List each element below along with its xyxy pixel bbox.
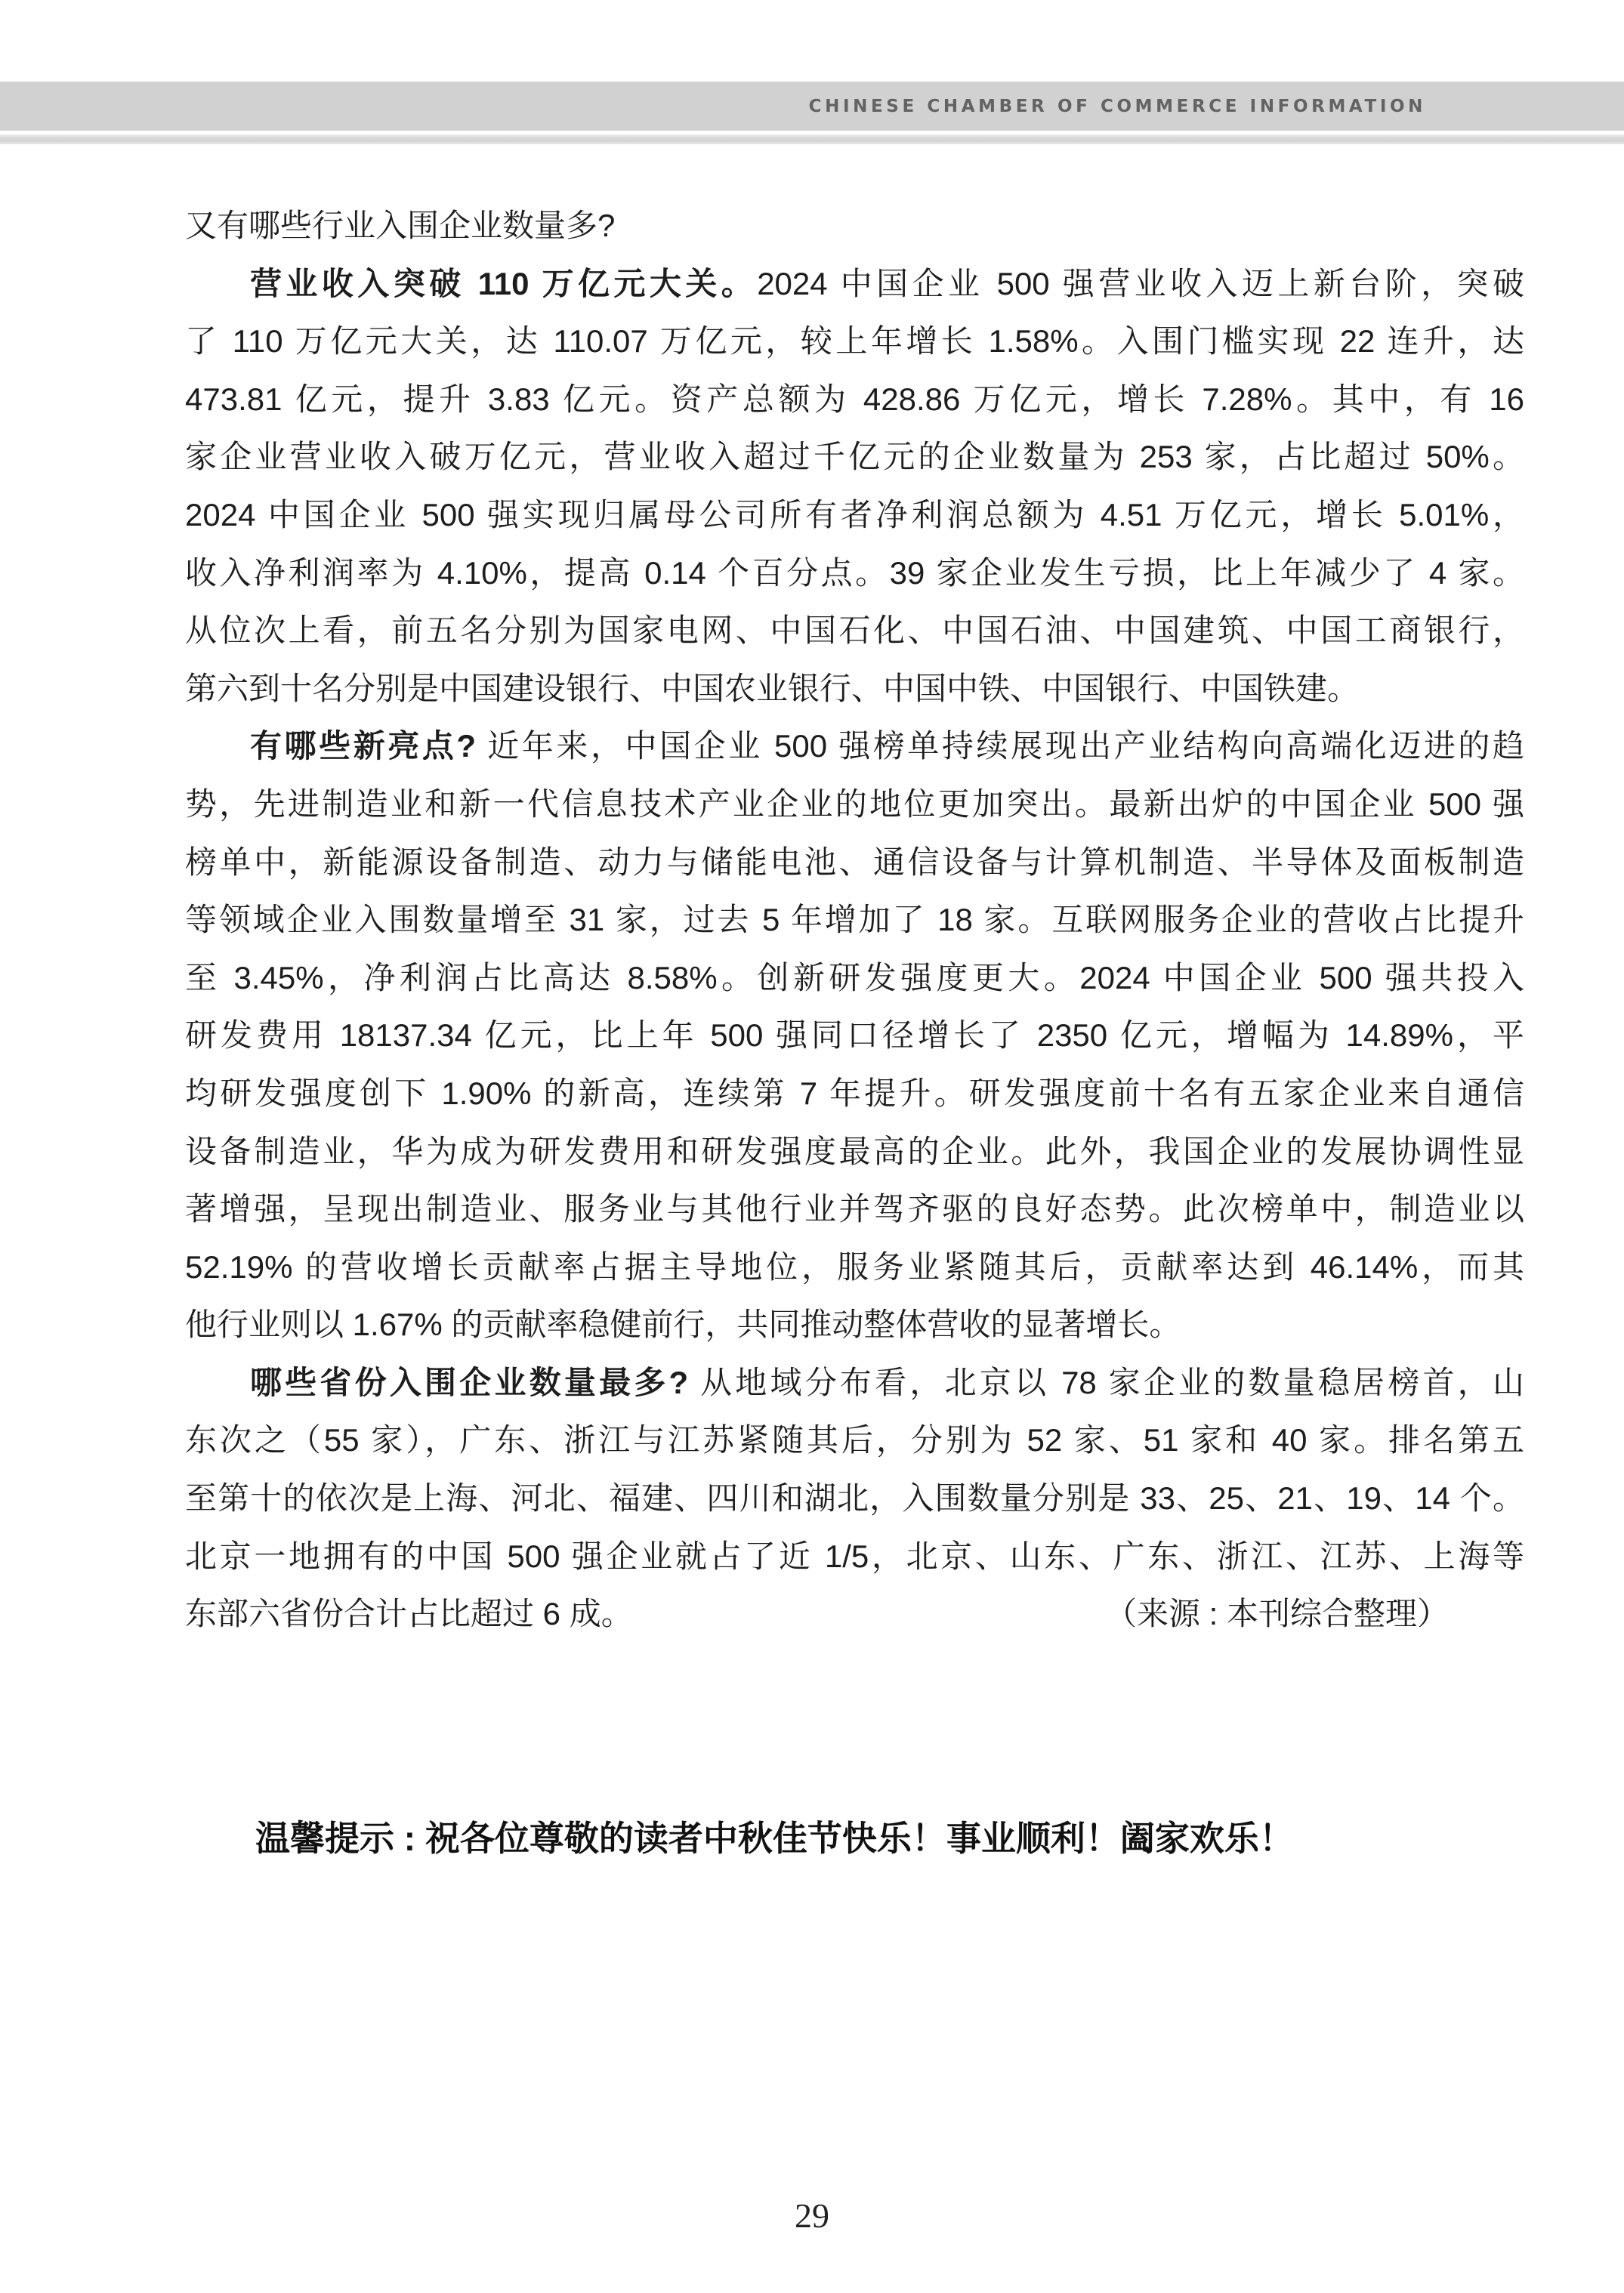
body-line: 哪些省份入围企业数量最多? 从地域分布看，北京以 78 家企业的数量稳居榜首，山 [250, 1364, 1524, 1400]
body-line: 了 110 万亿元大关，达 110.07 万亿元，较上年增长 1.58%。入围门槛实现 22 连升，达 [185, 323, 1524, 360]
body-line [185, 1585, 1524, 1643]
body-line: 设备制造业，华为成为研发费用和研发强度最高的企业。此外，我国企业的发展协调性显 [185, 1133, 1524, 1169]
body-line: 著增强，呈现出制造业、服务业与其他行业并驾齐驱的良好态势。此次榜单中，制造业以 [185, 1191, 1524, 1227]
body-line: 又有哪些行业入围企业数量多? [185, 208, 616, 243]
body-line: 东次之（55 家），广东、浙江与江苏紧随其后，分别为 52 家、51 家和 40 家。排名第五 [185, 1422, 1524, 1458]
body-line: 等领域企业入围数量增至 31 家，过去 5 年增加了 18 家。互联网服务企业的营收占比提升 [185, 902, 1524, 938]
body-line-text: 东部六省份合计占比超过 6 成。 [185, 1596, 633, 1632]
body-line: 2024 中国企业 500 强实现归属母公司所有者净利润总额为 4.51 万亿元，增长 5.01%， [185, 496, 1524, 532]
body-line: 第六到十名分别是中国建设银行、中国农业银行、中国中铁、中国银行、中国铁建。 [185, 670, 1360, 706]
body-line: 52.19% 的营收增长贡献率占据主导地位，服务业紧随其后，贡献率达到 46.14%，而其 [185, 1248, 1524, 1285]
body-line: 北京一地拥有的中国 500 强企业就占了近 1/5，北京、山东、广东、浙江、江苏、上海等 [185, 1538, 1524, 1574]
header-banner-text: CHINESE CHAMBER OF COMMERCE INFORMATION [808, 96, 1426, 116]
body-line: 势，先进制造业和新一代信息技术产业企业的地位更加突出。最新出炉的中国企业 500 强 [185, 785, 1524, 822]
body-line: 研发费用 18137.34 亿元，比上年 500 强同口径增长了 2350 亿元，增幅为 14.89%，平 [185, 1017, 1524, 1054]
body-line: 均研发强度创下 1.90% 的新高，连续第 7 年提升。研发强度前十名有五家企业来自通信 [185, 1075, 1524, 1111]
header-banner [0, 82, 1624, 131]
body-line: 营业收入突破 110 万亿元大关。2024 中国企业 500 强营业收入迈上新台阶，突破 [250, 265, 1524, 301]
body-line-lead: 哪些省份入围企业数量最多? [250, 1364, 689, 1400]
page-number: 29 [795, 2196, 829, 2235]
body-line: 家企业营业收入破万亿元，营业收入超过千亿元的企业数量为 253 家，占比超过 50%。 [185, 439, 1524, 475]
article-body [185, 197, 1524, 1643]
body-line: 473.81 亿元，提升 3.83 亿元。资产总额为 428.86 万亿元，增长 7.28%。其中，有 16 [185, 381, 1524, 417]
body-line: 有哪些新亮点? 近年来，中国企业 500 强榜单持续展现出产业结构向高端化迈进的趋 [250, 728, 1524, 764]
body-line: 他行业则以 1.67% 的贡献率稳健前行，共同推动整体营收的显著增长。 [185, 1307, 1181, 1343]
body-line: 榜单中，新能源设备制造、动力与储能电池、通信设备与计算机制造、半导体及面板制造 [185, 844, 1524, 880]
body-line-lead: 有哪些新亮点? [250, 728, 477, 764]
body-line: 收入净利润率为 4.10%，提高 0.14 个百分点。39 家企业发生亏损，比上年减少了 4 家。 [185, 554, 1524, 591]
body-line: 从位次上看，前五名分别为国家电网、中国石化、中国石油、中国建筑、中国工商银行， [185, 613, 1524, 649]
header-stripe [0, 134, 1624, 144]
body-line-lead: 营业收入突破 110 万亿元大关。 [250, 265, 758, 301]
body-line: 至第十的依次是上海、河北、福建、四川和湖北，入围数量分别是 33、25、21、19、14 个。 [185, 1480, 1524, 1517]
body-line: 至 3.45%，净利润占比高达 8.58%。创新研发强度更大。2024 中国企业 500 强共投入 [185, 959, 1524, 995]
source-credit: （来源 : 本刊综合整理） [1104, 1596, 1449, 1632]
notice-text: 温馨提示 : 祝各位尊敬的读者中秋佳节快乐！事业顺利！阖家欢乐！ [255, 1819, 1294, 1858]
